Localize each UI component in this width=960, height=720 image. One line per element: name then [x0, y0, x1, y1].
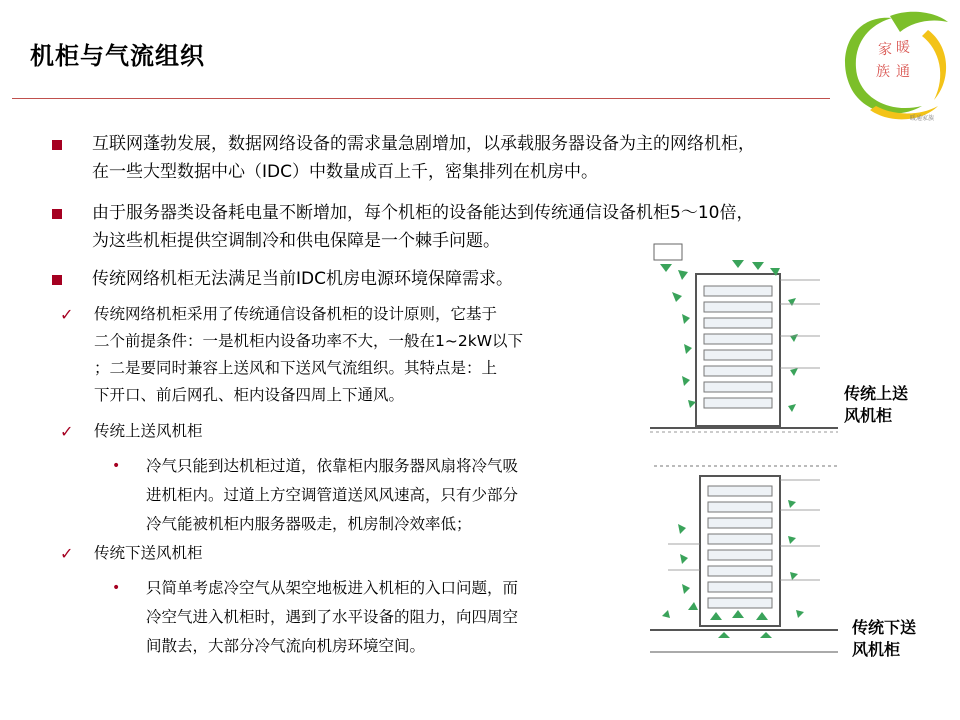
checkmark-icon: ✓	[60, 422, 74, 441]
dot-bullet-icon: •	[112, 580, 121, 596]
bullet-1-line-2: 在一些大型数据中心（IDC）中数量成百上千，密集排列在机房中。	[92, 162, 598, 182]
top-supply-caption	[844, 383, 908, 427]
sub-1-line-1: 冷气只能到达机柜过道，依靠柜内服务器风扇将冷气吸	[146, 457, 519, 475]
sub-2-line-1: 只简单考虑冷空气从架空地板进入机柜的入口问题，而	[146, 579, 519, 597]
sub-1-line-3: 冷气能被机柜内服务器吸走，机房制冷效率低；	[146, 515, 472, 533]
check-1-line-3: ；二是要同时兼容上送风和下送风气流组织。其特点是：上	[94, 359, 498, 377]
bottom-supply-rack-diagram	[648, 460, 844, 660]
logo-yellow-arc	[922, 30, 946, 100]
logo-char-1: 家	[878, 42, 892, 58]
dot-bullet-icon: •	[112, 458, 121, 474]
logo-caption: 暖通家族	[910, 115, 935, 122]
bullet-1-line-1: 互联网蓬勃发展，数据网络设备的需求量急剧增加，以承载服务器设备为主的网络机柜，	[92, 134, 755, 154]
check-2-line-1: 传统上送风机柜	[94, 422, 203, 440]
logo-char-3: 族	[876, 64, 890, 80]
checkmark-icon: ✓	[60, 544, 74, 563]
bottom-caption-line-1: 传统下送	[852, 618, 917, 637]
logo	[830, 6, 954, 126]
bullet-2-line-1: 由于服务器类设备耗电量不断增加，每个机柜的设备能达到传统通信设备机柜5～10倍，	[92, 203, 754, 223]
check-1-line-1: 传统网络机柜采用了传统通信设备机柜的设计原则，它基于	[94, 305, 498, 323]
ceiling-duct	[654, 244, 682, 260]
title-divider	[12, 98, 830, 99]
logo-char-4: 通	[896, 64, 910, 80]
sub-2-line-2: 冷空气进入机柜时，遇到了水平设备的阻力，向四周空	[146, 608, 519, 626]
top-caption-line-2: 风机柜	[844, 406, 893, 425]
top-supply-rack-diagram	[648, 240, 844, 436]
sub-1-line-2: 进机柜内。过道上方空调管道送风风速高，只有少部分	[146, 486, 519, 504]
square-bullet-icon	[52, 275, 62, 285]
logo-char-2: 暖	[896, 40, 910, 56]
square-bullet-icon	[52, 209, 62, 219]
logo-green-leaf	[890, 12, 948, 32]
slide-title: 机柜与气流组织	[30, 42, 205, 70]
check-1-line-2: 二个前提条件：一是机柜内设备功率不大，一般在1~2kW以下	[94, 332, 524, 350]
checkmark-icon: ✓	[60, 305, 74, 324]
bottom-supply-caption	[852, 617, 916, 661]
server-units	[704, 286, 772, 408]
check-1-line-4: 下开口、前后网孔、柜内设备四周上下通风。	[94, 386, 405, 404]
server-units	[708, 486, 772, 608]
sub-2-line-3: 间散去，大部分冷气流向机房环境空间。	[146, 637, 426, 655]
bullet-2-line-2: 为这些机柜提供空调制冷和供电保障是一个棘手问题。	[92, 231, 500, 251]
check-3-line-1: 传统下送风机柜	[94, 544, 203, 562]
top-caption-line-1: 传统上送	[844, 384, 909, 403]
bottom-caption-line-2: 风机柜	[852, 640, 901, 659]
square-bullet-icon	[52, 140, 62, 150]
bullet-3-line-1: 传统网络机柜无法满足当前IDC机房电源环境保障需求。	[92, 269, 513, 289]
diagram-leader-lines	[780, 280, 820, 368]
